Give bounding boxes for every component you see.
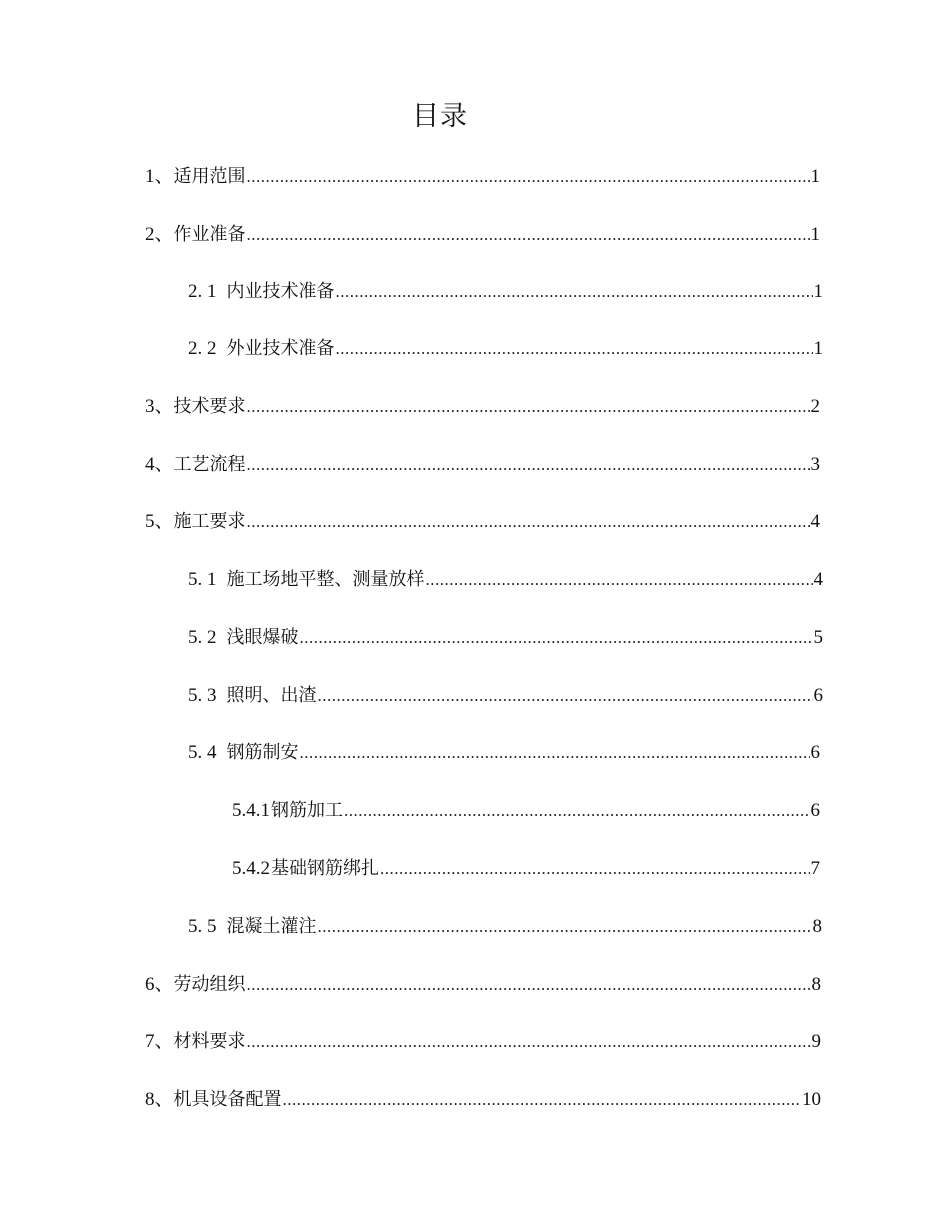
toc-entry-page: 8: [811, 974, 821, 995]
toc-leader-dots: [300, 623, 813, 653]
toc-entry-number: 1、: [145, 166, 174, 187]
toc-leader-dots: [247, 220, 810, 250]
toc-entry[interactable]: [188, 912, 822, 942]
toc-entry-number: 6、: [145, 974, 174, 995]
toc-entry[interactable]: [188, 623, 823, 653]
toc-entry-number: 5.4.1: [232, 800, 270, 821]
toc-entry-number: 5. 5: [188, 916, 217, 937]
toc-leader-dots: [426, 565, 813, 595]
toc-entry-title: 材料要求: [173, 1031, 246, 1052]
toc-entry-title: 内业技术准备: [226, 281, 335, 302]
toc-entry-page: 3: [810, 454, 820, 475]
toc-entry[interactable]: [145, 450, 820, 480]
toc-entry-number: 2. 2: [188, 338, 217, 359]
toc-entry[interactable]: [188, 277, 823, 307]
toc-leader-dots: [247, 1027, 811, 1057]
toc-entry-page: 7: [810, 858, 820, 879]
toc-entry[interactable]: [188, 565, 823, 595]
toc-title: 目录: [412, 101, 468, 132]
toc-leader-dots: [318, 912, 812, 942]
toc-entry-title: 机具设备配置: [173, 1089, 282, 1110]
toc-entry-page: 1: [810, 224, 820, 245]
toc-entry-page: 1: [813, 338, 823, 359]
toc-entry-number: 7、: [145, 1031, 174, 1052]
toc-entry[interactable]: [232, 796, 820, 826]
toc-leader-dots: [344, 796, 810, 826]
toc-entry-title: 混凝土灌注: [226, 916, 317, 937]
toc-entry[interactable]: [145, 392, 820, 422]
toc-entry-title: 浅眼爆破: [226, 627, 299, 648]
toc-entry-number: 2. 1: [188, 281, 217, 302]
toc-entry[interactable]: [188, 738, 820, 768]
toc-leader-dots: [336, 334, 813, 364]
toc-entry-page: 4: [813, 569, 823, 590]
toc-entry-title: 照明、出渣: [226, 685, 317, 706]
toc-entry[interactable]: [188, 334, 823, 364]
toc-entry-number: 5、: [145, 511, 174, 532]
toc-entry-page: 9: [811, 1031, 821, 1052]
toc-leader-dots: [247, 392, 810, 422]
toc-entry-title: 技术要求: [173, 396, 246, 417]
toc-entry-number: 5. 2: [188, 627, 217, 648]
toc-entry[interactable]: [145, 970, 821, 1000]
toc-entry-number: 3、: [145, 396, 174, 417]
toc-entry-page: 10: [802, 1089, 821, 1110]
toc-entry[interactable]: [188, 681, 823, 711]
toc-leader-dots: [247, 507, 810, 537]
toc-entry-number: 2、: [145, 224, 174, 245]
toc-entry-page: 2: [810, 396, 820, 417]
toc-entry-title: 钢筋制安: [226, 742, 299, 763]
toc-leader-dots: [380, 854, 810, 884]
toc-entry[interactable]: [145, 162, 820, 192]
toc-leader-dots: [247, 970, 811, 1000]
toc-entry-title: 适用范围: [173, 166, 246, 187]
toc-leader-dots: [283, 1085, 801, 1115]
toc-entry-title: 劳动组织: [173, 974, 246, 995]
toc-entry-title: 基础钢筋绑扎: [271, 858, 379, 879]
toc-entry-page: 6: [813, 685, 823, 706]
toc-entry-number: 8、: [145, 1089, 174, 1110]
toc-leader-dots: [300, 738, 810, 768]
toc-entry-page: 8: [812, 916, 822, 937]
toc-leader-dots: [318, 681, 813, 711]
toc-entry-page: 6: [810, 742, 820, 763]
toc-entry-number: 5.4.2: [232, 858, 270, 879]
toc-entry-title: 外业技术准备: [226, 338, 335, 359]
toc-entry-title: 作业准备: [173, 224, 246, 245]
toc-entry-number: 4、: [145, 454, 174, 475]
toc-entry-page: 1: [810, 166, 820, 187]
toc-entry[interactable]: [145, 1027, 821, 1057]
toc-entry[interactable]: [145, 220, 820, 250]
toc-entry-page: 4: [810, 511, 820, 532]
toc-entry[interactable]: [145, 507, 820, 537]
toc-entry-page: 1: [813, 281, 823, 302]
toc-entry-page: 6: [810, 800, 820, 821]
toc-entry-number: 5. 3: [188, 685, 217, 706]
toc-leader-dots: [336, 277, 813, 307]
toc-entry-title: 工艺流程: [173, 454, 246, 475]
toc-entry-number: 5. 4: [188, 742, 217, 763]
toc-entry-page: 5: [813, 627, 823, 648]
toc-leader-dots: [247, 450, 810, 480]
toc-entry-number: 5. 1: [188, 569, 217, 590]
toc-entry[interactable]: [232, 854, 820, 884]
toc-entry-title: 钢筋加工: [271, 800, 343, 821]
toc-entry-title: 施工要求: [173, 511, 246, 532]
toc-leader-dots: [247, 162, 810, 192]
toc-entry[interactable]: [145, 1085, 821, 1115]
toc-entry-title: 施工场地平整、测量放样: [226, 569, 425, 590]
